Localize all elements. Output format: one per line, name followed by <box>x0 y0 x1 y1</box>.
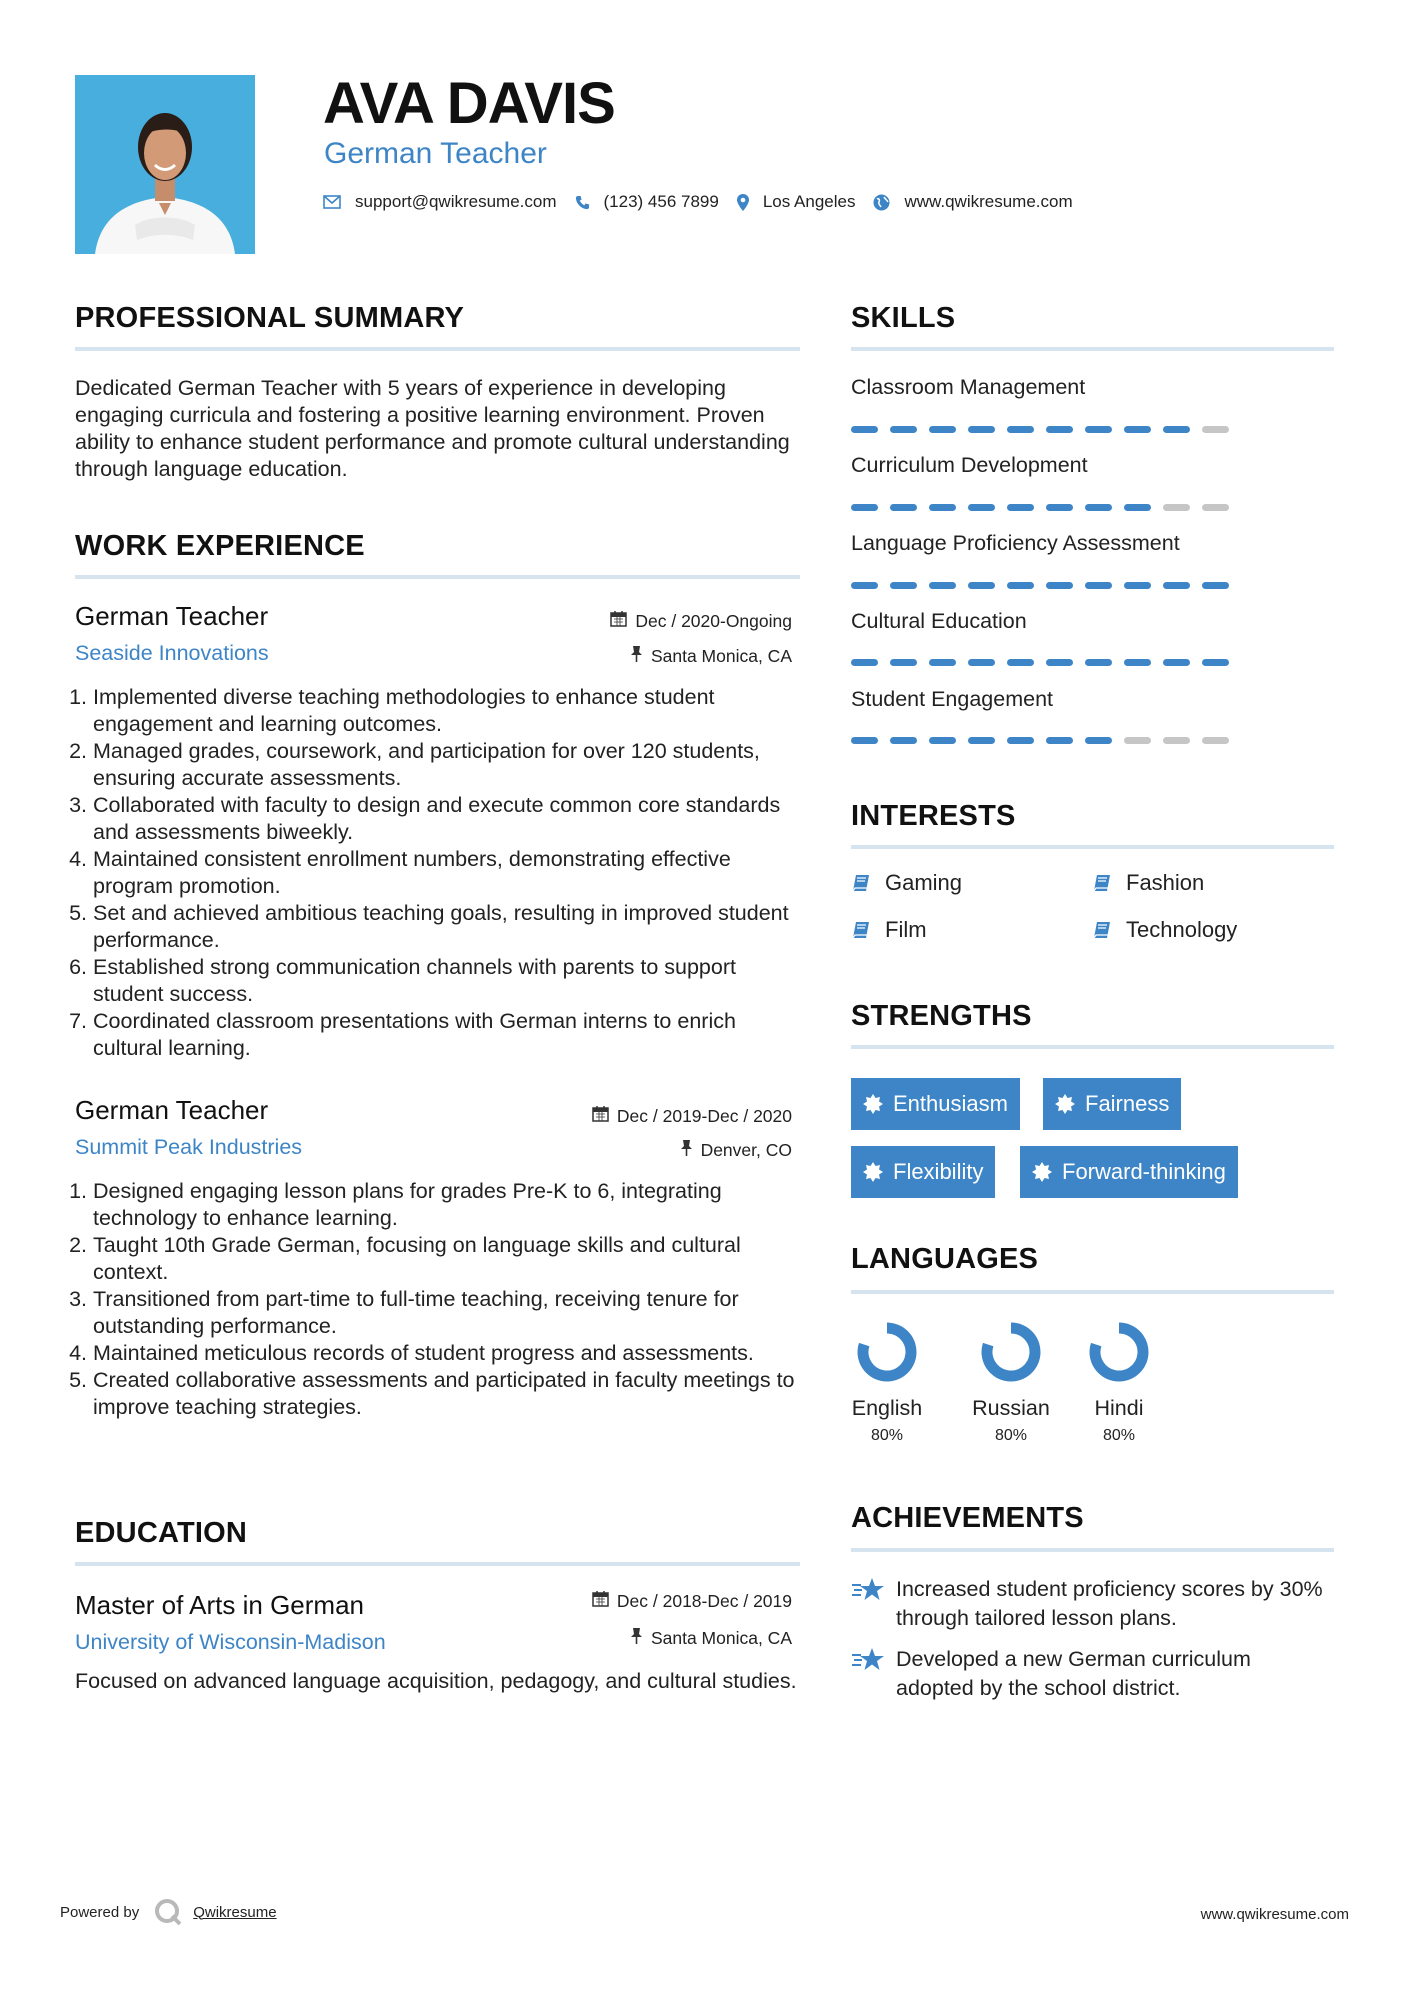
skill-3-bar <box>851 582 1241 589</box>
skill-dash-filled <box>890 659 917 666</box>
achievements-heading: ACHIEVEMENTS <box>851 1502 1084 1534</box>
footer-powered-by <box>60 1897 277 1927</box>
skill-dash-filled <box>1046 659 1073 666</box>
list-item: 4. Maintained meticulous records of student progress and assessments. <box>93 1340 805 1367</box>
job-1-dates <box>610 610 792 632</box>
envelope-icon <box>323 195 341 209</box>
work-heading: WORK EXPERIENCE <box>75 530 365 562</box>
skill-dash-empty <box>1124 737 1151 744</box>
person-portrait-icon <box>75 75 255 254</box>
job-1-location <box>630 645 792 667</box>
language-ring <box>1087 1320 1151 1384</box>
job-2-dates-text: Dec / 2019-Dec / 2020 <box>616 1105 792 1126</box>
education-school: University of Wisconsin-Madison <box>75 1630 386 1654</box>
strength-tag <box>851 1146 995 1198</box>
skill-dash-filled <box>929 582 956 589</box>
language-name: Russian <box>972 1396 1050 1420</box>
skill-dash-filled <box>968 582 995 589</box>
job-1-title: German Teacher <box>75 601 269 631</box>
language-ring-arc <box>987 1328 1035 1376</box>
work-divider <box>75 575 800 579</box>
skill-dash-filled <box>1124 426 1151 433</box>
skill-1-name: Classroom Management <box>851 375 1086 399</box>
badge-icon <box>863 1162 883 1182</box>
phone-icon <box>575 195 590 210</box>
summary-text: Dedicated German Teacher with 5 years of experience in developing engaging curricula and fostering a positive learning environment. Proven ability to enhance student performance and promote cultural understanding through language education. <box>75 376 790 481</box>
candidate-name: AVA DAVIS <box>323 71 615 136</box>
skill-dash-filled <box>1046 582 1073 589</box>
language-name: Hindi <box>1094 1396 1144 1420</box>
interest-label: Technology <box>1126 917 1238 942</box>
language-item <box>1079 1320 1159 1445</box>
list-item: 3. Transitioned from part-time to full-time teaching, receiving tenure for outstanding performance. <box>93 1286 805 1340</box>
calendar-icon <box>610 610 627 632</box>
job-2-location <box>680 1139 792 1161</box>
star-icon <box>851 1575 896 1633</box>
contact-email[interactable] <box>323 192 557 212</box>
education-divider <box>75 1562 800 1566</box>
language-item <box>971 1320 1051 1445</box>
interests-heading: INTERESTS <box>851 800 1016 832</box>
skills-heading: SKILLS <box>851 302 956 334</box>
job-2-location-text: Denver, CO <box>700 1139 792 1160</box>
qwikresume-logo-icon <box>153 1897 183 1927</box>
job-1-location-text: Santa Monica, CA <box>650 645 792 666</box>
skill-dash-empty <box>1163 504 1190 511</box>
languages-divider <box>851 1290 1334 1294</box>
achievement-item <box>851 1645 1331 1703</box>
strength-tag <box>1020 1146 1238 1198</box>
skill-dash-filled <box>1046 737 1073 744</box>
skill-3-name: Language Proficiency Assessment <box>851 531 1180 555</box>
book-icon <box>851 920 871 940</box>
skill-dash-filled <box>929 659 956 666</box>
globe-icon <box>873 194 890 211</box>
skill-5-name: Student Engagement <box>851 687 1054 711</box>
strength-label: Fairness <box>1085 1091 1170 1116</box>
interest-label: Film <box>885 917 927 942</box>
job-1-bullets <box>75 684 805 1062</box>
achievements-divider <box>851 1548 1334 1552</box>
skill-dash-filled <box>1124 659 1151 666</box>
book-icon <box>1092 873 1112 893</box>
language-percent: 80% <box>994 1427 1028 1444</box>
skill-dash-filled <box>1085 582 1112 589</box>
pushpin-icon <box>630 645 643 667</box>
language-item <box>847 1320 927 1445</box>
list-item: 7. Coordinated classroom presentations with German interns to enrich cultural learning. <box>93 1008 805 1062</box>
profile-photo <box>75 75 255 254</box>
skill-dash-empty <box>1202 426 1229 433</box>
achievement-item <box>851 1575 1331 1633</box>
skill-dash-filled <box>929 426 956 433</box>
language-ring <box>855 1320 919 1384</box>
skill-dash-filled <box>1163 582 1190 589</box>
contact-website[interactable] <box>873 192 1072 212</box>
language-ring-arc <box>863 1328 911 1376</box>
phone-text: (123) 456 7899 <box>603 192 719 211</box>
skill-dash-filled <box>968 426 995 433</box>
skill-dash-filled <box>851 737 878 744</box>
email-text: support@qwikresume.com <box>355 192 557 211</box>
footer-site[interactable]: www.qwikresume.com <box>1200 1906 1349 1923</box>
list-item: 6. Established strong communication channels with parents to support student success. <box>93 954 805 1008</box>
skill-dash-filled <box>1007 426 1034 433</box>
achievement-text: Developed a new German curriculum adopted by the school district. <box>896 1647 1251 1700</box>
skill-dash-empty <box>1202 737 1229 744</box>
education-heading: EDUCATION <box>75 1517 248 1549</box>
job-1-company: Seaside Innovations <box>75 641 269 665</box>
strengths-heading: STRENGTHS <box>851 1000 1032 1032</box>
summary-divider <box>75 347 800 351</box>
strengths-divider <box>851 1045 1334 1049</box>
list-item: 5. Created collaborative assessments and participated in faculty meetings to improve teaching strategies. <box>93 1367 805 1421</box>
list-item: 2. Taught 10th Grade German, focusing on language skills and cultural context. <box>93 1232 805 1286</box>
achievement-text: Increased student proficiency scores by 30% through tailored lesson plans. <box>896 1577 1323 1630</box>
calendar-icon <box>592 1105 609 1127</box>
job-2-title: German Teacher <box>75 1095 269 1125</box>
summary-heading: PROFESSIONAL SUMMARY <box>75 302 465 334</box>
language-percent: 80% <box>870 1427 904 1444</box>
candidate-role: German Teacher <box>324 137 547 170</box>
skill-1-bar <box>851 426 1241 433</box>
book-icon <box>1092 920 1112 940</box>
education-dates <box>592 1590 792 1612</box>
contact-phone[interactable] <box>575 192 719 212</box>
skill-dash-filled <box>851 504 878 511</box>
education-degree: Master of Arts in German <box>75 1590 364 1620</box>
strength-label: Forward-thinking <box>1062 1159 1226 1184</box>
skill-dash-filled <box>968 737 995 744</box>
list-item: 2. Managed grades, coursework, and participation for over 120 students, ensuring accurate assessments. <box>93 738 805 792</box>
website-text: www.qwikresume.com <box>904 192 1073 211</box>
powered-by-text: Powered by <box>60 1903 140 1921</box>
pushpin-icon <box>630 1627 643 1649</box>
skill-dash-filled <box>851 659 878 666</box>
contact-row <box>323 192 1073 212</box>
strength-label: Enthusiasm <box>893 1091 1008 1116</box>
interests-divider <box>851 845 1334 849</box>
list-item: 3. Collaborated with faculty to design and execute common core standards and assessments biweekly. <box>93 792 805 846</box>
star-icon <box>851 1645 896 1703</box>
brand-link[interactable]: Qwikresume <box>193 1903 277 1921</box>
interest-label: Gaming <box>885 870 963 895</box>
book-icon <box>851 873 871 893</box>
skill-dash-filled <box>1046 504 1073 511</box>
skill-dash-filled <box>1085 737 1112 744</box>
list-item: 1. Designed engaging lesson plans for grades Pre-K to 6, integrating technology to enhance learning. <box>93 1178 805 1232</box>
skill-dash-filled <box>851 426 878 433</box>
skill-dash-filled <box>929 737 956 744</box>
skill-4-bar <box>851 659 1241 666</box>
interest-item <box>851 870 962 896</box>
badge-icon <box>1032 1162 1052 1182</box>
language-ring-arc <box>1095 1328 1143 1376</box>
list-item: 4. Maintained consistent enrollment numbers, demonstrating effective program promotion. <box>93 846 805 900</box>
skill-dash-filled <box>1085 426 1112 433</box>
list-item: 5. Set and achieved ambitious teaching goals, resulting in improved student performance. <box>93 900 805 954</box>
skill-dash-filled <box>1163 426 1190 433</box>
skill-4-name: Cultural Education <box>851 609 1027 633</box>
languages-heading: LANGUAGES <box>851 1243 1039 1275</box>
skill-dash-filled <box>929 504 956 511</box>
interest-item <box>1092 917 1237 943</box>
badge-icon <box>1055 1094 1075 1114</box>
job-2-company: Summit Peak Industries <box>75 1135 303 1159</box>
skill-dash-filled <box>1007 582 1034 589</box>
skill-dash-empty <box>1163 737 1190 744</box>
skill-dash-filled <box>890 504 917 511</box>
skill-dash-filled <box>851 582 878 589</box>
language-ring <box>979 1320 1043 1384</box>
pushpin-icon <box>680 1139 693 1161</box>
contact-location <box>737 192 856 212</box>
skill-2-name: Curriculum Development <box>851 453 1088 477</box>
job-1-dates-text: Dec / 2020-Ongoing <box>635 610 792 631</box>
skill-2-bar <box>851 504 1241 511</box>
skill-dash-filled <box>1007 504 1034 511</box>
list-item: 1. Implemented diverse teaching methodologies to enhance student engagement and learning outcomes. <box>93 684 805 738</box>
job-2-dates <box>592 1105 792 1127</box>
skill-5-bar <box>851 737 1241 744</box>
skill-dash-filled <box>1163 659 1190 666</box>
skills-divider <box>851 347 1334 351</box>
skill-dash-filled <box>1085 659 1112 666</box>
interest-item <box>851 917 927 943</box>
calendar-icon <box>592 1590 609 1612</box>
strength-tag <box>851 1078 1020 1130</box>
skill-dash-filled <box>890 737 917 744</box>
education-location <box>630 1627 792 1649</box>
education-text: Focused on advanced language acquisition, pedagogy, and cultural studies. <box>75 1669 797 1693</box>
skill-dash-filled <box>890 582 917 589</box>
skill-dash-filled <box>1007 737 1034 744</box>
interest-label: Fashion <box>1126 870 1205 895</box>
skill-dash-filled <box>1007 659 1034 666</box>
skill-dash-filled <box>1202 659 1229 666</box>
skill-dash-filled <box>1124 582 1151 589</box>
education-location-text: Santa Monica, CA <box>650 1627 792 1648</box>
skill-dash-filled <box>1202 582 1229 589</box>
strength-label: Flexibility <box>893 1159 984 1184</box>
education-dates-text: Dec / 2018-Dec / 2019 <box>616 1590 792 1611</box>
skill-dash-filled <box>968 659 995 666</box>
interest-item <box>1092 870 1204 896</box>
job-2-bullets <box>75 1178 805 1421</box>
skill-dash-filled <box>968 504 995 511</box>
skill-dash-empty <box>1202 504 1229 511</box>
strength-tag <box>1043 1078 1181 1130</box>
language-percent: 80% <box>1102 1427 1136 1444</box>
skill-dash-filled <box>1124 504 1151 511</box>
skill-dash-filled <box>1085 504 1112 511</box>
location-text: Los Angeles <box>762 192 856 211</box>
language-name: English <box>851 1396 923 1420</box>
skill-dash-filled <box>1046 426 1073 433</box>
badge-icon <box>863 1094 883 1114</box>
map-pin-icon <box>737 194 749 211</box>
skill-dash-filled <box>890 426 917 433</box>
